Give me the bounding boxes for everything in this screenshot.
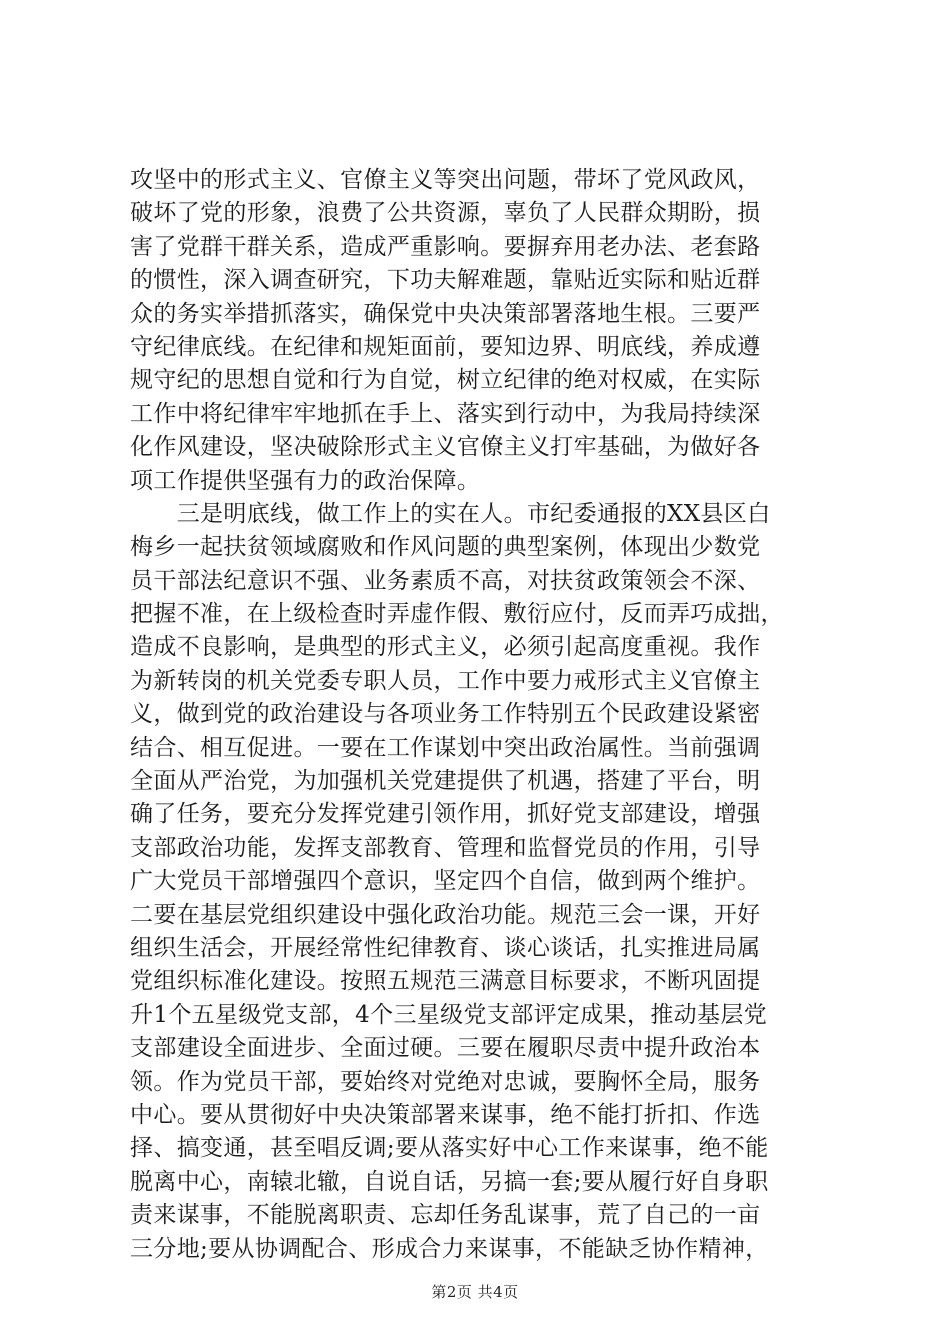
- text-line: 破坏了党的形象，浪费了公共资源，辜负了人民群众期盼，损: [130, 200, 761, 227]
- text-line: 化作风建设，坚决破除形式主义官僚主义打牢基础，为做好各: [130, 434, 761, 461]
- text-line: 害了党群干群关系，造成严重影响。要摒弃用老办法、老套路: [130, 233, 761, 260]
- text-line: 为新转岗的机关党委专职人员，工作中要力戒形式主义官僚主: [130, 667, 761, 694]
- text-line: 造成不良影响，是典型的形式主义，必须引起高度重视。我作: [130, 634, 761, 661]
- text-line: 三分地;要从协调配合、形成合力来谋事，不能缺乏协作精神，: [130, 1235, 769, 1262]
- text-line: 二要在基层党组织建设中强化政治功能。规范三会一课，开好: [130, 901, 761, 928]
- paragraph-start-line: 三是明底线，做工作上的实在人。市纪委通报的XX县区白: [130, 500, 771, 527]
- text-line: 择、搞变通，甚至唱反调;要从落实好中心工作来谋事，绝不能: [130, 1135, 769, 1162]
- text-line: 领。作为党员干部，要始终对党绝对忠诚，要胸怀全局，服务: [130, 1068, 761, 1095]
- page-footer: 第2页 共4页: [431, 1283, 519, 1301]
- text-line: 项工作提供坚强有力的政治保障。: [130, 467, 481, 494]
- text-line: 中心。要从贯彻好中央决策部署来谋事，绝不能打折扣、作选: [130, 1101, 761, 1128]
- text-line: 确了任务，要充分发挥党建引领作用，抓好党支部建设，增强: [130, 801, 761, 828]
- text-line: 支部政治功能，发挥支部教育、管理和监督党员的作用，引导: [130, 834, 761, 861]
- text-line: 支部建设全面进步、全面过硬。三要在履职尽责中提升政治本: [130, 1035, 761, 1062]
- text-line: 广大党员干部增强四个意识，坚定四个自信，做到两个维护。: [130, 868, 761, 895]
- text-line: 梅乡一起扶贫领域腐败和作风问题的典型案例，体现出少数党: [130, 534, 761, 561]
- text-line: 的惯性，深入调查研究，下功夫解难题，靠贴近实际和贴近群: [130, 267, 761, 294]
- text-line: 把握不准，在上级检查时弄虚作假、敷衍应付，反而弄巧成拙，: [130, 601, 784, 628]
- text-line: 工作中将纪律牢牢地抓在手上、落实到行动中，为我局持续深: [130, 400, 761, 427]
- text-line: 规守纪的思想自觉和行为自觉，树立纪律的绝对权威，在实际: [130, 367, 761, 394]
- text-line: 升1个五星级党支部，4个三星级党支部评定成果，推动基层党: [130, 1001, 768, 1028]
- text-line: 责来谋事，不能脱离职责、忘却任务乱谋事，荒了自己的一亩: [130, 1202, 761, 1229]
- text-line: 结合、相互促进。一要在工作谋划中突出政治属性。当前强调: [130, 734, 761, 761]
- text-line: 攻坚中的形式主义、官僚主义等突出问题，带坏了党风政风，: [130, 167, 761, 193]
- text-line: 脱离中心，南辕北辙，自说自话，另搞一套;要从履行好自身职: [130, 1168, 769, 1195]
- text-line: 组织生活会，开展经常性纪律教育、谈心谈话，扎实推进局属: [130, 934, 761, 961]
- text-line: 党组织标准化建设。按照五规范三满意目标要求，不断巩固提: [130, 968, 761, 995]
- text-line: 员干部法纪意识不强、业务素质不高，对扶贫政策领会不深、: [130, 567, 761, 594]
- body-text: [130, 164, 830, 1266]
- text-line: 守纪律底线。在纪律和规矩面前，要知边界、明底线，养成遵: [130, 333, 761, 360]
- text-line: 义，做到党的政治建设与各项业务工作特别五个民政建设紧密: [130, 701, 761, 728]
- text-line: 全面从严治党，为加强机关党建提供了机遇，搭建了平台，明: [130, 768, 761, 795]
- text-line: 众的务实举措抓落实，确保党中央决策部署落地生根。三要严: [130, 300, 761, 327]
